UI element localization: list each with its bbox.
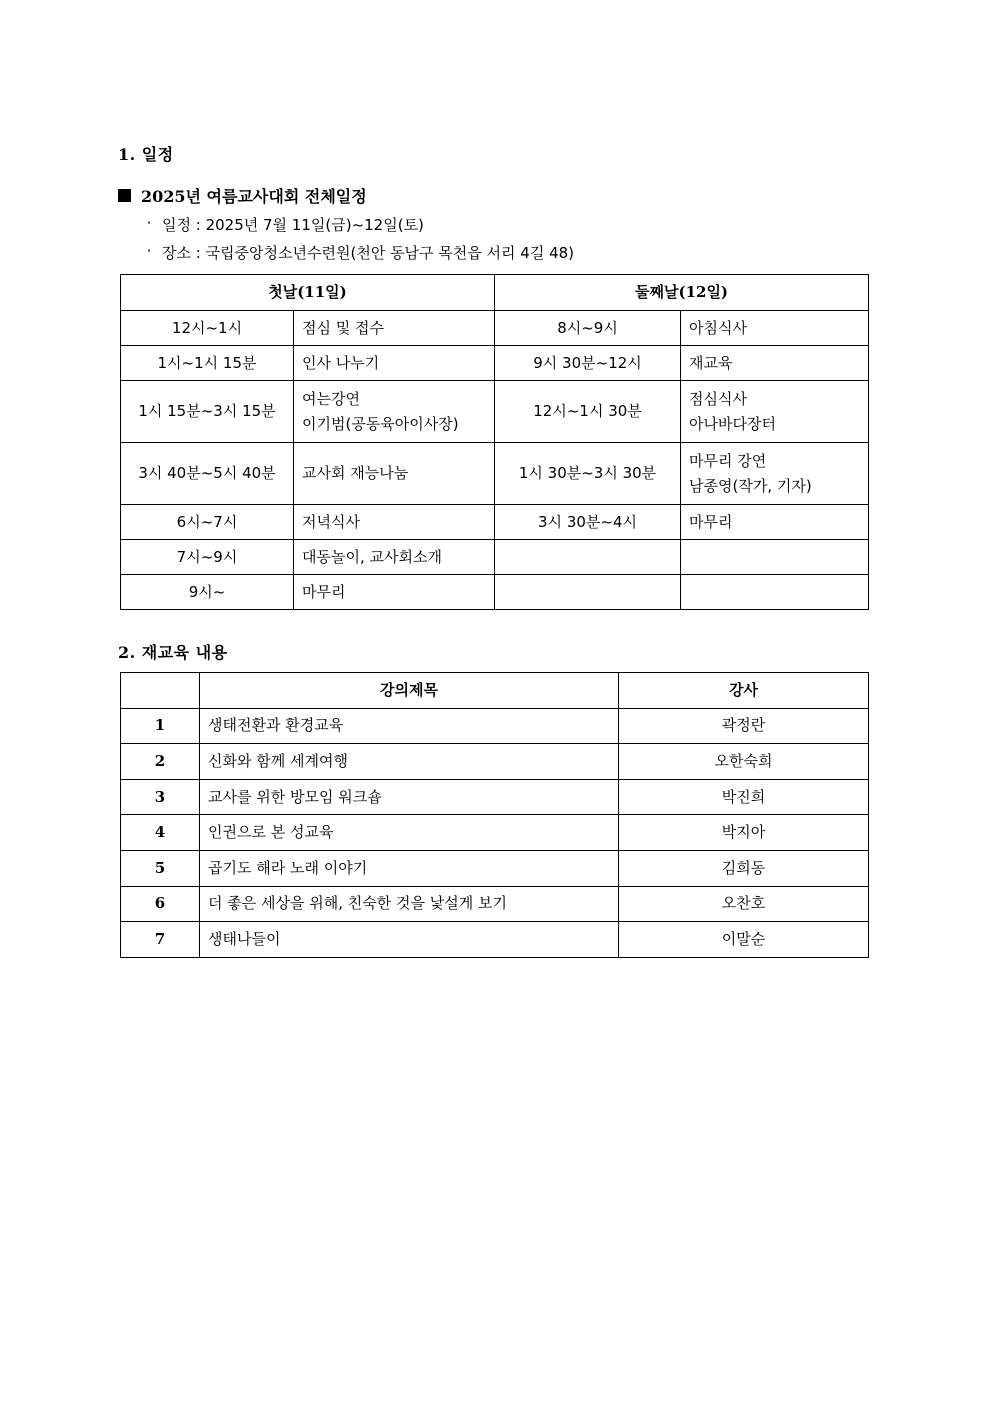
- day2-activity: [681, 575, 869, 610]
- day1-activity: 인사 나누기: [294, 346, 495, 381]
- event-date-text: 일정 : 2025년 7월 11일(금)~12일(토): [162, 216, 424, 234]
- lecture-title-header: 강의제목: [200, 673, 619, 709]
- filled-square-icon: [118, 189, 131, 202]
- day2-time: [495, 575, 681, 610]
- lecture-title: 생태전환과 환경교육: [200, 708, 619, 744]
- education-table: [120, 672, 869, 958]
- table-row: [121, 922, 869, 958]
- event-title: [118, 184, 367, 207]
- day2-time: 3시 30분~4시: [495, 505, 681, 540]
- day2-activity: [681, 381, 869, 443]
- day2-activity: [681, 443, 869, 505]
- lecturer-name: 김희동: [619, 850, 869, 886]
- day2-activity: 재교육: [681, 346, 869, 381]
- number-header: [121, 673, 200, 709]
- schedule-row: [121, 311, 869, 346]
- activity-line: 이기범(공동육아이사장): [302, 414, 459, 433]
- lecturer-name: 오한숙희: [619, 744, 869, 780]
- schedule-table: [120, 274, 869, 610]
- row-number: 1: [121, 708, 200, 744]
- education-header-row: [121, 673, 869, 709]
- lecture-title: 더 좋은 세상을 위해, 친숙한 것을 낯설게 보기: [200, 886, 619, 922]
- table-row: [121, 744, 869, 780]
- schedule-row: [121, 381, 869, 443]
- day1-time: 3시 40분~5시 40분: [121, 443, 294, 505]
- schedule-header-row: [121, 275, 869, 311]
- day2-activity: 마무리: [681, 505, 869, 540]
- table-row: [121, 850, 869, 886]
- lecturer-header: 강사: [619, 673, 869, 709]
- table-row: [121, 886, 869, 922]
- day1-activity: 교사회 재능나눔: [294, 443, 495, 505]
- lecture-title: 곱기도 해라 노래 이야기: [200, 850, 619, 886]
- day1-time: 12시~1시: [121, 311, 294, 346]
- event-date-line: [144, 214, 424, 235]
- bullet-dot-icon: ·: [146, 214, 152, 232]
- schedule-row: [121, 443, 869, 505]
- schedule-row: [121, 346, 869, 381]
- day1-activity: [294, 381, 495, 443]
- lecture-title: 교사를 위한 방모임 워크숍: [200, 779, 619, 815]
- lecture-title: 생태나들이: [200, 922, 619, 958]
- activity-line: 남종영(작가, 기자): [689, 476, 812, 495]
- row-number: 5: [121, 850, 200, 886]
- day1-activity: 대동놀이, 교사회소개: [294, 540, 495, 575]
- activity-line: 마무리 강연: [689, 451, 767, 470]
- activity-line: 점심식사: [689, 389, 747, 408]
- section-title-education: 2. 재교육 내용: [118, 643, 228, 662]
- day1-time: 1시 15분~3시 15분: [121, 381, 294, 443]
- day2-activity: [681, 540, 869, 575]
- schedule-row: [121, 540, 869, 575]
- lecturer-name: 오찬호: [619, 886, 869, 922]
- day2-activity: 아침식사: [681, 311, 869, 346]
- activity-line: 여는강연: [302, 389, 360, 408]
- lecturer-name: 박지아: [619, 815, 869, 851]
- row-number: 6: [121, 886, 200, 922]
- row-number: 2: [121, 744, 200, 780]
- day2-time: 9시 30분~12시: [495, 346, 681, 381]
- day1-time: 7시~9시: [121, 540, 294, 575]
- table-row: [121, 708, 869, 744]
- day1-time: 6시~7시: [121, 505, 294, 540]
- row-number: 3: [121, 779, 200, 815]
- table-row: [121, 779, 869, 815]
- lecture-title: 인권으로 본 성교육: [200, 815, 619, 851]
- day1-time: 9시~: [121, 575, 294, 610]
- day1-activity: 마무리: [294, 575, 495, 610]
- row-number: 4: [121, 815, 200, 851]
- lecture-title: 신화와 함께 세계여행: [200, 744, 619, 780]
- bullet-dot-icon: ·: [146, 242, 152, 260]
- day1-time: 1시~1시 15분: [121, 346, 294, 381]
- day2-time: 1시 30분~3시 30분: [495, 443, 681, 505]
- table-row: [121, 815, 869, 851]
- event-title-text: 2025년 여름교사대회 전체일정: [141, 187, 367, 206]
- schedule-row: [121, 505, 869, 540]
- day1-header: 첫날(11일): [121, 275, 495, 311]
- day2-header: 둘째날(12일): [495, 275, 869, 311]
- lecturer-name: 곽정란: [619, 708, 869, 744]
- row-number: 7: [121, 922, 200, 958]
- event-place-line: [144, 242, 574, 263]
- lecturer-name: 박진희: [619, 779, 869, 815]
- section-title-schedule: 1. 일정: [118, 145, 174, 164]
- day2-time: 12시~1시 30분: [495, 381, 681, 443]
- lecturer-name: 이말순: [619, 922, 869, 958]
- day2-time: [495, 540, 681, 575]
- schedule-row: [121, 575, 869, 610]
- activity-line: 아나바다장터: [689, 414, 776, 433]
- day1-activity: 저녁식사: [294, 505, 495, 540]
- day2-time: 8시~9시: [495, 311, 681, 346]
- event-place-text: 장소 : 국립중앙청소년수련원(천안 동남구 목천읍 서리 4길 48): [162, 244, 575, 262]
- day1-activity: 점심 및 접수: [294, 311, 495, 346]
